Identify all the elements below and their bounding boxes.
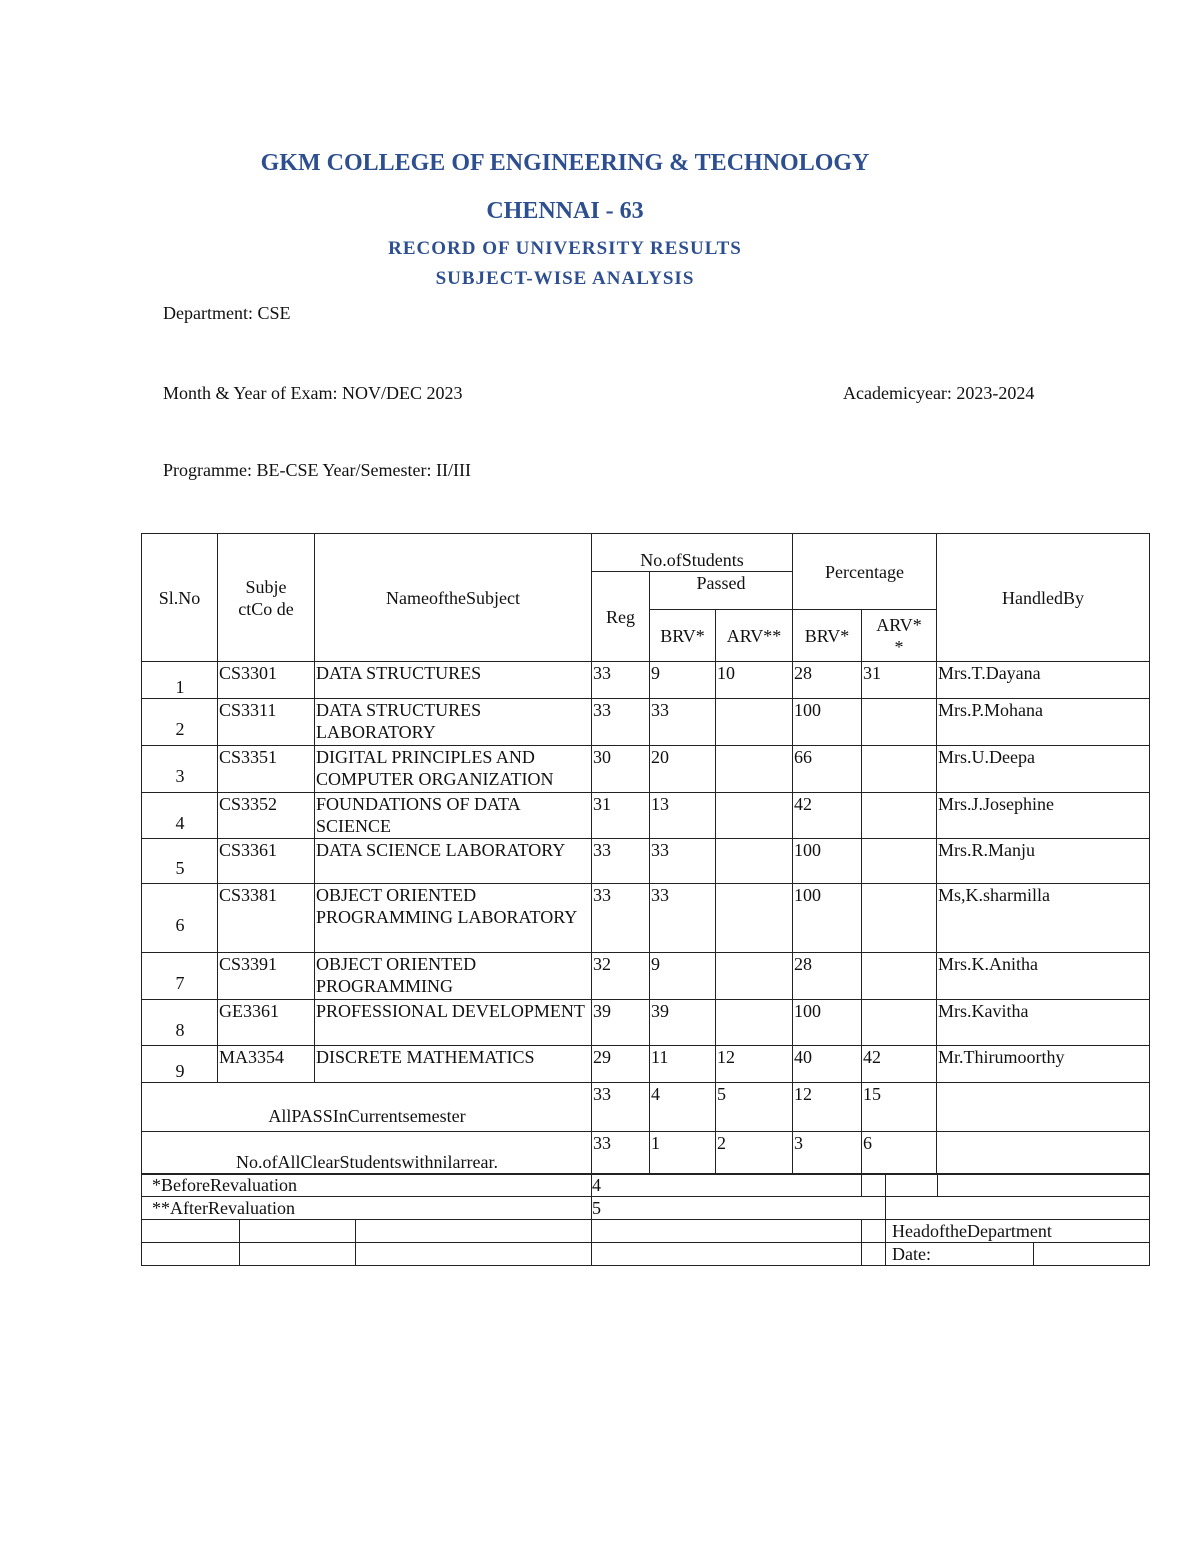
reg-count: 33 — [592, 699, 650, 746]
table-row — [142, 699, 1150, 746]
summary-pct-brv: 3 — [793, 1132, 862, 1175]
department: Department: CSE — [163, 303, 291, 323]
handled-by: Mr.Thirumoorthy — [937, 1046, 1150, 1083]
date-label: Date: — [886, 1243, 1034, 1266]
after-revaluation-label: **AfterRevaluation — [142, 1197, 592, 1220]
table-row — [142, 793, 1150, 839]
table-row — [142, 953, 1150, 1000]
reg-count: 30 — [592, 746, 650, 793]
reg-count: 33 — [592, 839, 650, 884]
header-sl-no: Sl.No — [142, 534, 218, 662]
passed-brv: 9 — [650, 953, 716, 1000]
before-revaluation-label: *BeforeRevaluation — [142, 1174, 592, 1197]
summary-pct-arv: 6 — [862, 1132, 937, 1175]
summary-reg: 33 — [592, 1132, 650, 1175]
percent-brv: 28 — [793, 953, 862, 1000]
summary-brv: 4 — [650, 1083, 716, 1132]
passed-brv: 9 — [650, 662, 716, 699]
handled-by: Mrs.T.Dayana — [937, 662, 1150, 699]
footer-row-before — [142, 1174, 1150, 1197]
sl-no: 4 — [142, 793, 218, 839]
table-row — [142, 746, 1150, 793]
summary-label: AllPASSInCurrentsemester — [142, 1083, 592, 1132]
sl-no: 2 — [142, 699, 218, 746]
footer-row-after — [142, 1197, 1150, 1220]
percent-arv: 31 — [862, 662, 937, 699]
after-revaluation-value: 5 — [592, 1197, 886, 1220]
table-row — [142, 839, 1150, 884]
subject-name: DIGITAL PRINCIPLES AND COMPUTER ORGANIZATION — [315, 746, 592, 793]
passed-arv — [716, 793, 793, 839]
summary-row-all-pass — [142, 1083, 1150, 1132]
percent-brv: 100 — [793, 1000, 862, 1046]
percent-arv — [862, 884, 937, 953]
header-percentage: Percentage — [793, 534, 937, 610]
header-passed: Passed — [650, 572, 793, 610]
passed-brv: 11 — [650, 1046, 716, 1083]
summary-reg: 33 — [592, 1083, 650, 1132]
percent-brv: 100 — [793, 699, 862, 746]
subject-code: CS3301 — [218, 662, 315, 699]
reg-count: 39 — [592, 1000, 650, 1046]
academic-year: Academicyear: 2023-2024 — [843, 383, 1035, 403]
passed-arv — [716, 884, 793, 953]
college-city: CHENNAI - 63 — [486, 198, 644, 224]
percent-brv: 42 — [793, 793, 862, 839]
summary-arv: 5 — [716, 1083, 793, 1132]
passed-arv — [716, 699, 793, 746]
handled-by: Mrs.J.Josephine — [937, 793, 1150, 839]
subject-name: PROFESSIONAL DEVELOPMENT — [315, 1000, 592, 1046]
subject-name: DATA STRUCTURES LABORATORY — [315, 699, 592, 746]
reg-count: 29 — [592, 1046, 650, 1083]
sl-no: 9 — [142, 1046, 218, 1083]
passed-arv — [716, 953, 793, 1000]
passed-arv: 12 — [716, 1046, 793, 1083]
header-brv: BRV* — [650, 610, 716, 662]
table-row — [142, 884, 1150, 953]
summary-brv: 1 — [650, 1132, 716, 1175]
passed-brv: 33 — [650, 839, 716, 884]
summary-arv: 2 — [716, 1132, 793, 1175]
percent-arv — [862, 1000, 937, 1046]
passed-arv — [716, 1000, 793, 1046]
header-handled-by: HandledBy — [937, 534, 1150, 662]
subject-code: MA3354 — [218, 1046, 315, 1083]
handled-by: Mrs.P.Mohana — [937, 699, 1150, 746]
percent-arv — [862, 746, 937, 793]
handled-by: Ms,K.sharmilla — [937, 884, 1150, 953]
sl-no: 5 — [142, 839, 218, 884]
table-row — [142, 1046, 1150, 1083]
passed-brv: 39 — [650, 1000, 716, 1046]
subject-name: OBJECT ORIENTED PROGRAMMING LABORATORY — [315, 884, 592, 953]
percent-arv — [862, 839, 937, 884]
percent-arv — [862, 953, 937, 1000]
subject-code: CS3381 — [218, 884, 315, 953]
header-no-of-students: No.ofStudents — [592, 534, 793, 572]
record-title: RECORD OF UNIVERSITY RESULTS — [388, 238, 742, 259]
sl-no: 7 — [142, 953, 218, 1000]
sl-no: 8 — [142, 1000, 218, 1046]
percent-brv: 28 — [793, 662, 862, 699]
percent-brv: 100 — [793, 884, 862, 953]
header-pct-brv: BRV* — [793, 610, 862, 662]
table-row — [142, 1000, 1150, 1046]
percent-brv: 40 — [793, 1046, 862, 1083]
footer-row-hod — [142, 1220, 1150, 1243]
summary-pct-brv: 12 — [793, 1083, 862, 1132]
header-reg: Reg — [592, 572, 650, 662]
analysis-title: SUBJECT-WISE ANALYSIS — [435, 268, 695, 289]
header-arv: ARV** — [716, 610, 793, 662]
subject-code: CS3351 — [218, 746, 315, 793]
college-name: GKM COLLEGE OF ENGINEERING & TECHNOLOGY — [260, 150, 870, 176]
handled-by: Mrs.K.Anitha — [937, 953, 1150, 1000]
footer-row-date — [142, 1243, 1150, 1266]
table-row — [142, 662, 1150, 699]
passed-brv: 20 — [650, 746, 716, 793]
subject-name: OBJECT ORIENTED PROGRAMMING — [315, 953, 592, 1000]
subject-code: CS3311 — [218, 699, 315, 746]
passed-arv — [716, 839, 793, 884]
reg-count: 33 — [592, 662, 650, 699]
header-pct-arv: ARV* * — [862, 610, 937, 662]
handled-by: Mrs.R.Manju — [937, 839, 1150, 884]
handled-by: Mrs.Kavitha — [937, 1000, 1150, 1046]
percent-brv: 100 — [793, 839, 862, 884]
passed-arv: 10 — [716, 662, 793, 699]
results-table — [141, 533, 1150, 1175]
summary-row-all-clear — [142, 1132, 1150, 1175]
summary-label: No.ofAllClearStudentswithnilarrear. — [142, 1132, 592, 1175]
handled-by: Mrs.U.Deepa — [937, 746, 1150, 793]
percent-arv — [862, 793, 937, 839]
subject-name: DISCRETE MATHEMATICS — [315, 1046, 592, 1083]
exam-month-year: Month & Year of Exam: NOV/DEC 2023 — [163, 383, 463, 403]
subject-name: DATA STRUCTURES — [315, 662, 592, 699]
sl-no: 3 — [142, 746, 218, 793]
footer-table — [141, 1173, 1150, 1266]
header-subject-code: Subje ctCo de — [218, 534, 315, 662]
before-revaluation-value: 4 — [592, 1174, 862, 1197]
subject-code: CS3361 — [218, 839, 315, 884]
percent-arv: 42 — [862, 1046, 937, 1083]
passed-brv: 13 — [650, 793, 716, 839]
head-of-department: HeadoftheDepartment — [886, 1220, 1150, 1243]
programme: Programme: BE-CSE Year/Semester: II/III — [163, 460, 471, 480]
passed-arv — [716, 746, 793, 793]
passed-brv: 33 — [650, 699, 716, 746]
percent-brv: 66 — [793, 746, 862, 793]
percent-arv — [862, 699, 937, 746]
subject-code: CS3391 — [218, 953, 315, 1000]
subject-name: FOUNDATIONS OF DATA SCIENCE — [315, 793, 592, 839]
reg-count: 33 — [592, 884, 650, 953]
passed-brv: 33 — [650, 884, 716, 953]
subject-name: DATA SCIENCE LABORATORY — [315, 839, 592, 884]
subject-code: GE3361 — [218, 1000, 315, 1046]
sl-no: 6 — [142, 884, 218, 953]
reg-count: 32 — [592, 953, 650, 1000]
summary-pct-arv: 15 — [862, 1083, 937, 1132]
header-subject-name: NameoftheSubject — [315, 534, 592, 662]
sl-no: 1 — [142, 662, 218, 699]
reg-count: 31 — [592, 793, 650, 839]
subject-code: CS3352 — [218, 793, 315, 839]
